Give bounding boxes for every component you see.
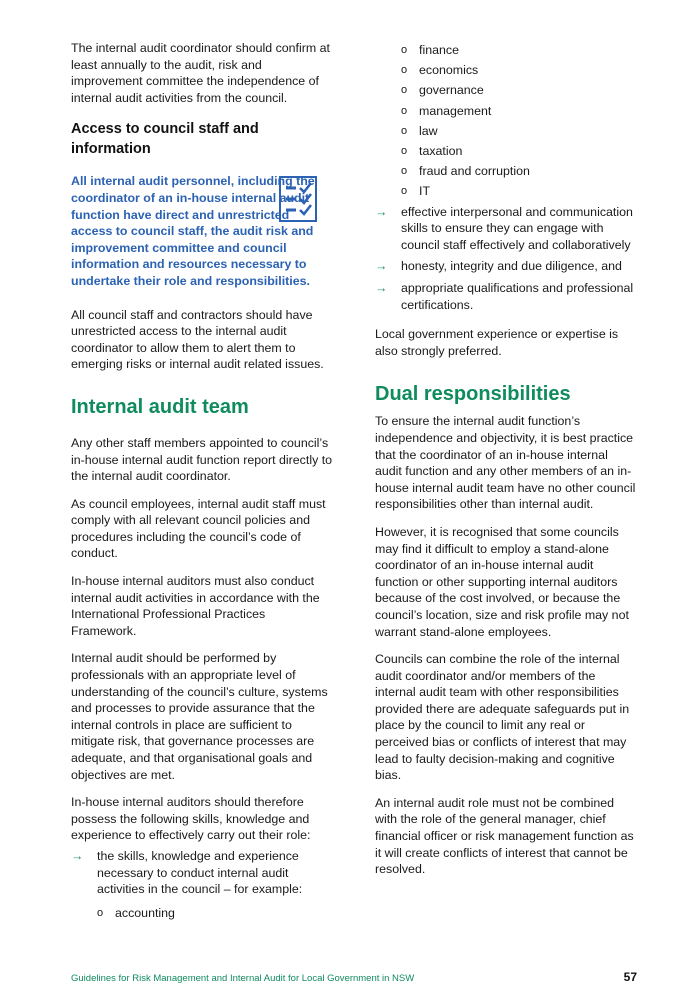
- arrow-icon: →: [375, 204, 388, 219]
- circle-bullet-icon: o: [401, 64, 408, 77]
- callout-box: [71, 173, 333, 289]
- access-heading: Access to council staff and information: [71, 121, 259, 157]
- skills-list: [71, 848, 333, 898]
- callout-text: All internal audit personnel, including the coordinator of an in-house internal audit function have direct and unrestricted access to council staff, the audit risk and improvement committee and council information and resources necessary to undertake their role and responsibilities.: [71, 174, 315, 288]
- bullet-text: the skills, knowledge and experience necessary to conduct internal audit activities in the council – for example:: [97, 848, 303, 897]
- arrow-icon: →: [375, 259, 388, 274]
- dual-heading: Dual responsibilities: [375, 383, 571, 406]
- list-item: [375, 258, 637, 275]
- sub-item-text: management: [419, 103, 492, 118]
- sub-item-text: fraud and corruption: [419, 164, 530, 179]
- right-column: [375, 40, 637, 878]
- team-paragraph-4: Internal audit should be performed by professionals with an appropriate level of understanding of the council’s culture, systems and processes to provide assurance that the internal controls in place are sufficient to mitigate risk, that governance processes are adequate, and that organisational goals and objectives are met.: [71, 651, 328, 782]
- sub-list-item: [401, 141, 637, 161]
- circle-bullet-icon: o: [401, 44, 408, 56]
- sub-list-item: [401, 181, 637, 201]
- sub-list-item: [401, 101, 637, 121]
- team-paragraph-3: In-house internal auditors must also conduct internal audit activities in accordance with the International Professional Practices Framework.: [71, 574, 320, 638]
- sub-item-text: economics: [419, 63, 479, 78]
- sub-list-item: [401, 80, 637, 100]
- circle-bullet-icon: o: [401, 104, 408, 117]
- circle-bullet-icon: o: [401, 145, 408, 158]
- circle-bullet-icon: o: [401, 124, 408, 137]
- list-item: [71, 848, 333, 898]
- sub-item-text: law: [419, 123, 438, 138]
- dual-paragraph-4: An internal audit role must not be combined with the role of the general manager, chief financial officer or risk management function as it will create conflicts of interest that cannot be resolved.: [375, 795, 634, 877]
- left-column: [71, 40, 333, 923]
- checklist-icon: [279, 176, 317, 222]
- dual-paragraph-2: However, it is recognised that some councils may find it difficult to employ a stand-alone coordinator of an in-house internal audit function or other supporting internal auditors because of the cost involved, or because the council’s location, size and risk profile may not warrant stand-alone employees.: [375, 524, 629, 639]
- circle-bullet-icon: o: [401, 165, 408, 178]
- arrow-icon: →: [71, 848, 84, 863]
- sub-list-item: [401, 161, 637, 181]
- sub-item-text: finance: [419, 43, 459, 57]
- sub-item-text: accounting: [115, 905, 175, 920]
- circle-bullet-icon: o: [401, 84, 408, 97]
- footer-text: Guidelines for Risk Management and Internal Audit for Local Government in NSW: [71, 973, 415, 984]
- bullet-text: effective interpersonal and communication skills to ensure they can engage with council staff effectively and collaboratively: [401, 204, 633, 252]
- team-heading: Internal audit team: [71, 395, 249, 418]
- team-paragraph-1: Any other staff members appointed to council’s in-house internal audit function report directly to the internal audit coordinator.: [71, 435, 333, 484]
- bullet-text: appropriate qualifications and professional certifications.: [401, 281, 634, 312]
- circle-bullet-icon: o: [97, 906, 104, 919]
- sub-item-text: IT: [419, 184, 431, 199]
- list-item: [375, 204, 637, 254]
- access-paragraph: All council staff and contractors should have unrestricted access to the internal audit coordinator to allow them to alert them to emerging risks or internal audit related issues.: [71, 307, 324, 372]
- skills-list-continued: [375, 204, 637, 314]
- dual-paragraph-1: To ensure the internal audit function’s independence and objectivity, it is best practice that the coordinator of an in-house internal audit function and any other members of an in-house internal audit team have no other council responsibilities other than internal audit.: [375, 414, 636, 512]
- sub-list-continued: [375, 40, 637, 202]
- sub-item-text: taxation: [419, 144, 463, 159]
- sub-list-item: [401, 60, 637, 80]
- page-number: 57: [623, 970, 637, 984]
- arrow-icon: →: [375, 281, 388, 295]
- team-paragraph-5: In-house internal auditors should therefore possess the following skills, knowledge and experience to effectively carry out their role:: [71, 795, 311, 843]
- bullet-text: honesty, integrity and due diligence, and: [401, 259, 622, 274]
- experience-paragraph: Local government experience or expertise is also strongly preferred.: [375, 327, 619, 358]
- team-paragraph-2: As council employees, internal audit staff must comply with all relevant council policies and procedures including the council’s code of conduct.: [71, 496, 326, 561]
- sub-list: [71, 903, 333, 923]
- sub-item-text: governance: [419, 83, 484, 98]
- list-item: [375, 280, 637, 313]
- sub-list-item: [401, 40, 637, 60]
- dual-paragraph-3: Councils can combine the role of the internal audit coordinator and/or members of the internal audit team with other responsibilities provided there are adequate safeguards put in place by the council to limit any real or perceived bias or conflicts of interest that may lead to faulty decision-making and cognitive bias.: [375, 652, 630, 783]
- sub-list-item: [97, 903, 333, 923]
- sub-list-item: [401, 121, 637, 141]
- circle-bullet-icon: o: [401, 185, 408, 198]
- intro-paragraph: The internal audit coordinator should confirm at least annually to the audit, risk and improvement committee the independence of internal audit activities from the council.: [71, 41, 330, 105]
